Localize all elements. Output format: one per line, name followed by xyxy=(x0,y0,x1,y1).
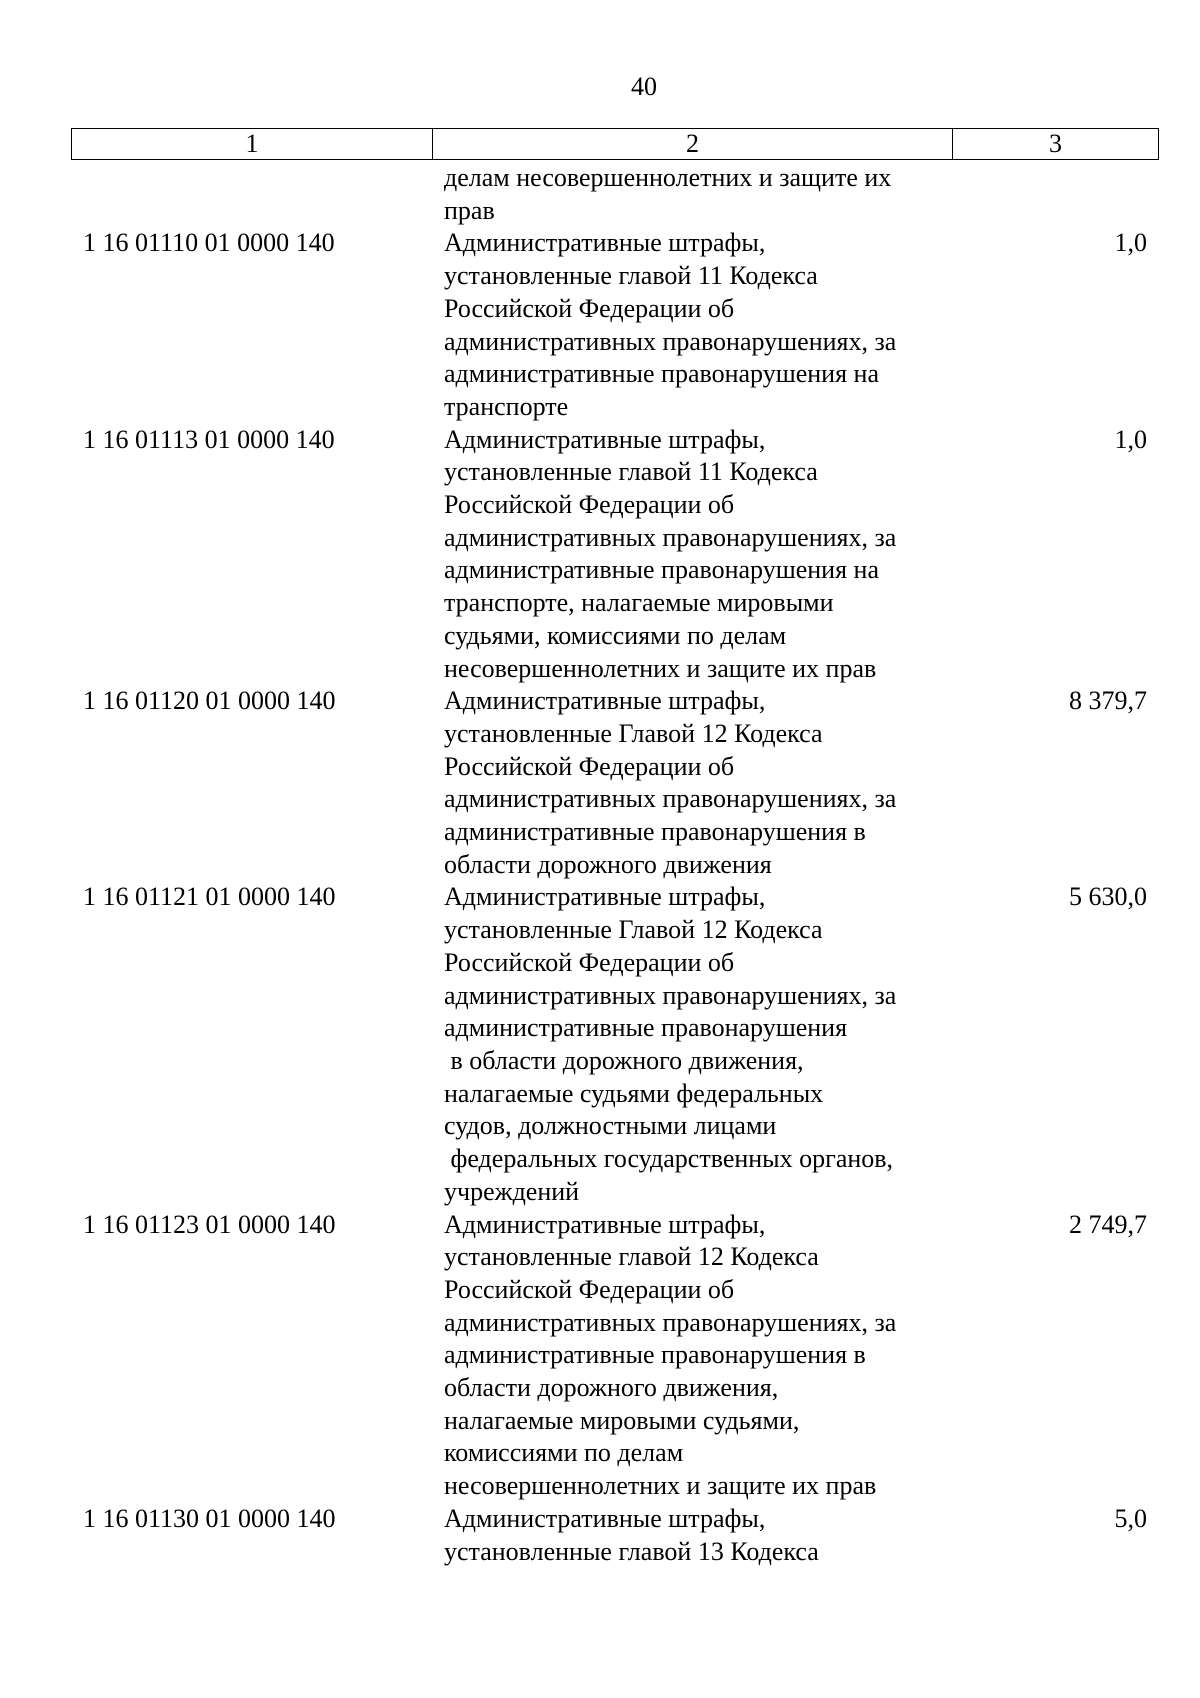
table-row xyxy=(71,881,1159,1208)
description-line: несовершеннолетних и защите их прав xyxy=(444,653,877,683)
table-row xyxy=(71,685,1159,881)
description-line: административные правонарушения xyxy=(444,1013,848,1043)
description-line: Административные штрафы, xyxy=(444,228,766,258)
amount-cell: 5 630,0 xyxy=(1069,882,1147,912)
description-line: области дорожного движения, xyxy=(444,1373,779,1403)
description-line: федеральных государственных органов, xyxy=(444,1144,894,1174)
description-line: Административные штрафы, xyxy=(444,1503,766,1533)
description-cell xyxy=(432,685,952,881)
budget-code-cell: 1 16 01123 01 0000 140 xyxy=(83,1209,336,1239)
description-line: административных правонарушениях, за xyxy=(444,522,897,552)
table-row xyxy=(71,162,1159,227)
description-line: судов, должностными лицами xyxy=(444,1111,777,1141)
description-line: Российской Федерации об xyxy=(444,947,735,977)
amount-cell: 1,0 xyxy=(1114,424,1147,454)
description-line: Российской Федерации об xyxy=(444,751,735,781)
table-row xyxy=(71,227,1159,423)
description-cell xyxy=(432,1503,952,1568)
amount-cell: 1,0 xyxy=(1114,228,1147,258)
description-line: налагаемые судьями федеральных xyxy=(444,1078,824,1108)
description-line: Административные штрафы, xyxy=(444,686,766,716)
description-line: прав xyxy=(444,195,495,225)
description-line: судьями, комиссиями по делам xyxy=(444,620,787,650)
description-cell xyxy=(432,227,952,423)
description-line: установленные главой 11 Кодекса xyxy=(444,457,818,487)
description-line: административные правонарушения на xyxy=(444,359,879,389)
amount-cell xyxy=(952,162,1159,227)
description-cell xyxy=(432,424,952,686)
description-cell xyxy=(432,1209,952,1503)
description-line: комиссиями по делам xyxy=(444,1438,684,1468)
description-line: установленные главой 12 Кодекса xyxy=(444,1242,819,1272)
table-row xyxy=(71,424,1159,686)
description-line: транспорте xyxy=(444,391,569,421)
description-line: административные правонарушения в xyxy=(444,1340,866,1370)
budget-code-cell: 1 16 01110 01 0000 140 xyxy=(83,228,335,258)
description-line: Российской Федерации об xyxy=(444,293,735,323)
description-line: Административные штрафы, xyxy=(444,424,766,454)
description-line: области дорожного движения xyxy=(444,849,772,879)
description-line: административных правонарушениях, за xyxy=(444,1307,897,1337)
table-row xyxy=(71,1503,1159,1568)
description-line: делам несовершеннолетних и защите их xyxy=(444,163,892,192)
description-line: в области дорожного движения, xyxy=(444,1045,804,1075)
description-cell xyxy=(432,881,952,1208)
description-line: несовершеннолетних и защите их прав xyxy=(444,1471,877,1501)
header-column-2: 2 xyxy=(433,129,953,159)
description-line: административных правонарушениях, за xyxy=(444,326,897,356)
amount-cell: 8 379,7 xyxy=(1069,686,1147,716)
table-row xyxy=(71,1209,1159,1503)
description-line: административных правонарушениях, за xyxy=(444,784,897,814)
description-line: установленные Главой 12 Кодекса xyxy=(444,915,823,945)
page-number: 40 xyxy=(631,72,657,101)
header-column-1: 1 xyxy=(72,129,433,159)
description-line: установленные главой 11 Кодекса xyxy=(444,261,818,291)
budget-code-cell xyxy=(71,162,432,227)
amount-cell: 2 749,7 xyxy=(1069,1209,1147,1239)
description-line: Российской Федерации об xyxy=(444,490,735,520)
description-line: установленные Главой 12 Кодекса xyxy=(444,718,823,748)
description-line: Российской Федерации об xyxy=(444,1274,735,1304)
budget-code-cell: 1 16 01113 01 0000 140 xyxy=(83,424,335,454)
description-line: административные правонарушения в xyxy=(444,817,866,847)
description-line: учреждений xyxy=(444,1176,580,1206)
description-line: Административные штрафы, xyxy=(444,882,766,912)
amount-cell: 5,0 xyxy=(1114,1503,1147,1533)
description-line: налагаемые мировыми судьями, xyxy=(444,1405,800,1435)
table-body xyxy=(71,162,1159,1568)
description-line: административные правонарушения на xyxy=(444,555,879,585)
description-line: транспорте, налагаемые мировыми xyxy=(444,588,834,618)
header-column-3: 3 xyxy=(1049,129,1062,158)
budget-code-cell: 1 16 01121 01 0000 140 xyxy=(83,882,336,912)
description-line: административных правонарушениях, за xyxy=(444,980,897,1010)
description-cell xyxy=(432,162,952,227)
budget-code-cell: 1 16 01120 01 0000 140 xyxy=(83,686,336,716)
budget-code-cell: 1 16 01130 01 0000 140 xyxy=(83,1503,336,1533)
description-line: установленные главой 13 Кодекса xyxy=(444,1536,819,1566)
table-header xyxy=(71,128,1159,160)
description-line: Административные штрафы, xyxy=(444,1209,766,1239)
